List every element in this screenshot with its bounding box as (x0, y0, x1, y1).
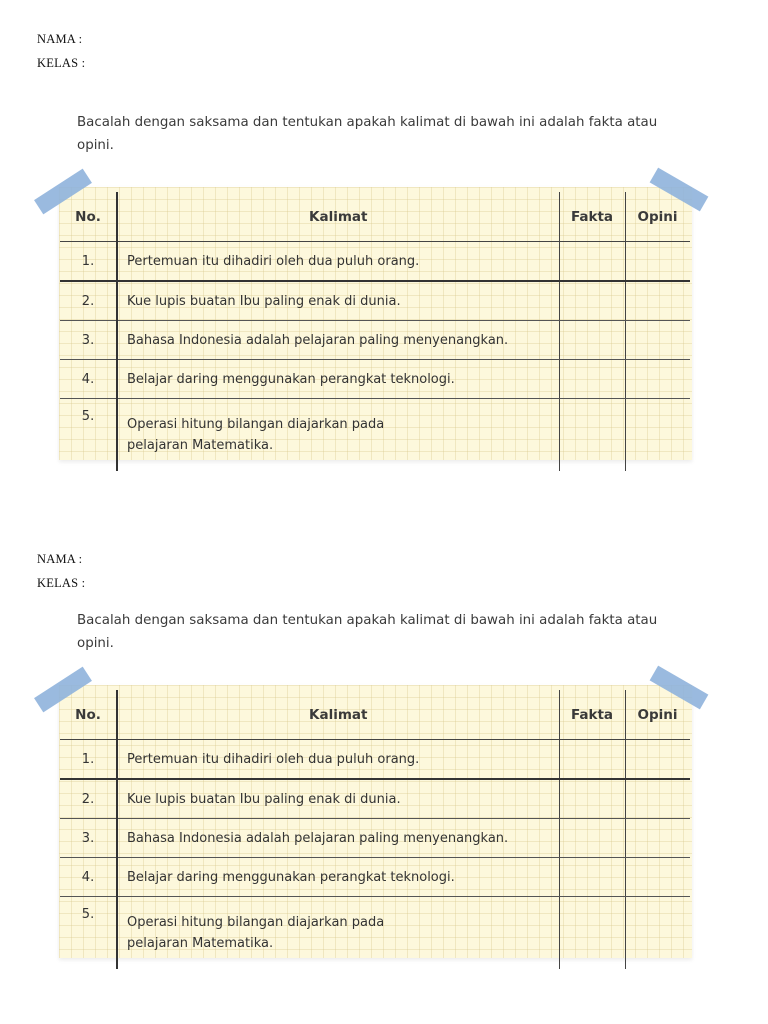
row-number: 2. (60, 779, 117, 819)
header-fakta: Fakta (559, 690, 625, 740)
fakta-answer-cell[interactable] (559, 740, 625, 780)
nama-label: NAMA : (37, 32, 83, 46)
opini-answer-cell[interactable] (625, 360, 690, 399)
table-row (60, 281, 690, 321)
instruction-text: Bacalah dengan saksama dan tentukan apakah kalimat di bawah ini adalah fakta atau opini. (77, 613, 658, 651)
table-header-row (60, 690, 690, 740)
sentence-cell: Pertemuan itu dihadiri oleh dua puluh orang. (117, 740, 559, 780)
table-row (60, 321, 690, 360)
row-number: 1. (60, 242, 117, 282)
header-fakta: Fakta (559, 192, 625, 242)
sentence-cell: Kue lupis buatan Ibu paling enak di dunia. (117, 281, 559, 321)
row-number: 1. (60, 740, 117, 780)
fakta-answer-cell[interactable] (559, 819, 625, 858)
fakta-answer-cell[interactable] (559, 858, 625, 897)
kelas-label: KELAS : (37, 56, 86, 70)
table-row (60, 858, 690, 897)
nama-label: NAMA : (37, 552, 83, 566)
fakta-answer-cell[interactable] (559, 360, 625, 399)
row-number: 3. (60, 819, 117, 858)
kelas-label: KELAS : (37, 576, 86, 590)
opini-answer-cell[interactable] (625, 740, 690, 780)
sentence-cell: Kue lupis buatan Ibu paling enak di dunia. (117, 779, 559, 819)
table-row (60, 897, 690, 970)
sentence-cell: Pertemuan itu dihadiri oleh dua puluh orang. (117, 242, 559, 282)
fakta-answer-cell[interactable] (559, 399, 625, 472)
opini-answer-cell[interactable] (625, 242, 690, 282)
fact-opinion-table (60, 690, 690, 969)
fact-opinion-table (60, 192, 690, 471)
row-number: 4. (60, 360, 117, 399)
sentence-cell: Operasi hitung bilangan diajarkan pada pelajaran Matematika. (117, 399, 559, 472)
header-opini: Opini (625, 690, 690, 740)
row-number: 4. (60, 858, 117, 897)
table-row (60, 819, 690, 858)
opini-answer-cell[interactable] (625, 321, 690, 360)
row-number: 5. (60, 399, 117, 472)
opini-answer-cell[interactable] (625, 779, 690, 819)
table-header-row (60, 192, 690, 242)
header-kalimat: Kalimat (117, 690, 559, 740)
fakta-answer-cell[interactable] (559, 897, 625, 970)
header-kalimat: Kalimat (117, 192, 559, 242)
header-opini: Opini (625, 192, 690, 242)
row-number: 2. (60, 281, 117, 321)
sentence-cell: Belajar daring menggunakan perangkat teknologi. (117, 858, 559, 897)
header-no: No. (60, 192, 117, 242)
table-row (60, 399, 690, 472)
sentence-cell: Operasi hitung bilangan diajarkan pada pelajaran Matematika. (117, 897, 559, 970)
table-row (60, 242, 690, 282)
fakta-answer-cell[interactable] (559, 242, 625, 282)
opini-answer-cell[interactable] (625, 858, 690, 897)
fakta-answer-cell[interactable] (559, 321, 625, 360)
table-row (60, 740, 690, 780)
row-number: 3. (60, 321, 117, 360)
table-row (60, 360, 690, 399)
fakta-answer-cell[interactable] (559, 281, 625, 321)
sentence-cell: Belajar daring menggunakan perangkat teknologi. (117, 360, 559, 399)
row-number: 5. (60, 897, 117, 970)
instruction-text: Bacalah dengan saksama dan tentukan apakah kalimat di bawah ini adalah fakta atau opini. (77, 115, 658, 153)
opini-answer-cell[interactable] (625, 819, 690, 858)
opini-answer-cell[interactable] (625, 281, 690, 321)
opini-answer-cell[interactable] (625, 897, 690, 970)
opini-answer-cell[interactable] (625, 399, 690, 472)
worksheet-1 (0, 0, 768, 480)
fakta-answer-cell[interactable] (559, 779, 625, 819)
sentence-cell: Bahasa Indonesia adalah pelajaran paling menyenangkan. (117, 321, 559, 360)
header-no: No. (60, 690, 117, 740)
worksheet-2 (0, 498, 768, 978)
sentence-cell: Bahasa Indonesia adalah pelajaran paling menyenangkan. (117, 819, 559, 858)
table-row (60, 779, 690, 819)
